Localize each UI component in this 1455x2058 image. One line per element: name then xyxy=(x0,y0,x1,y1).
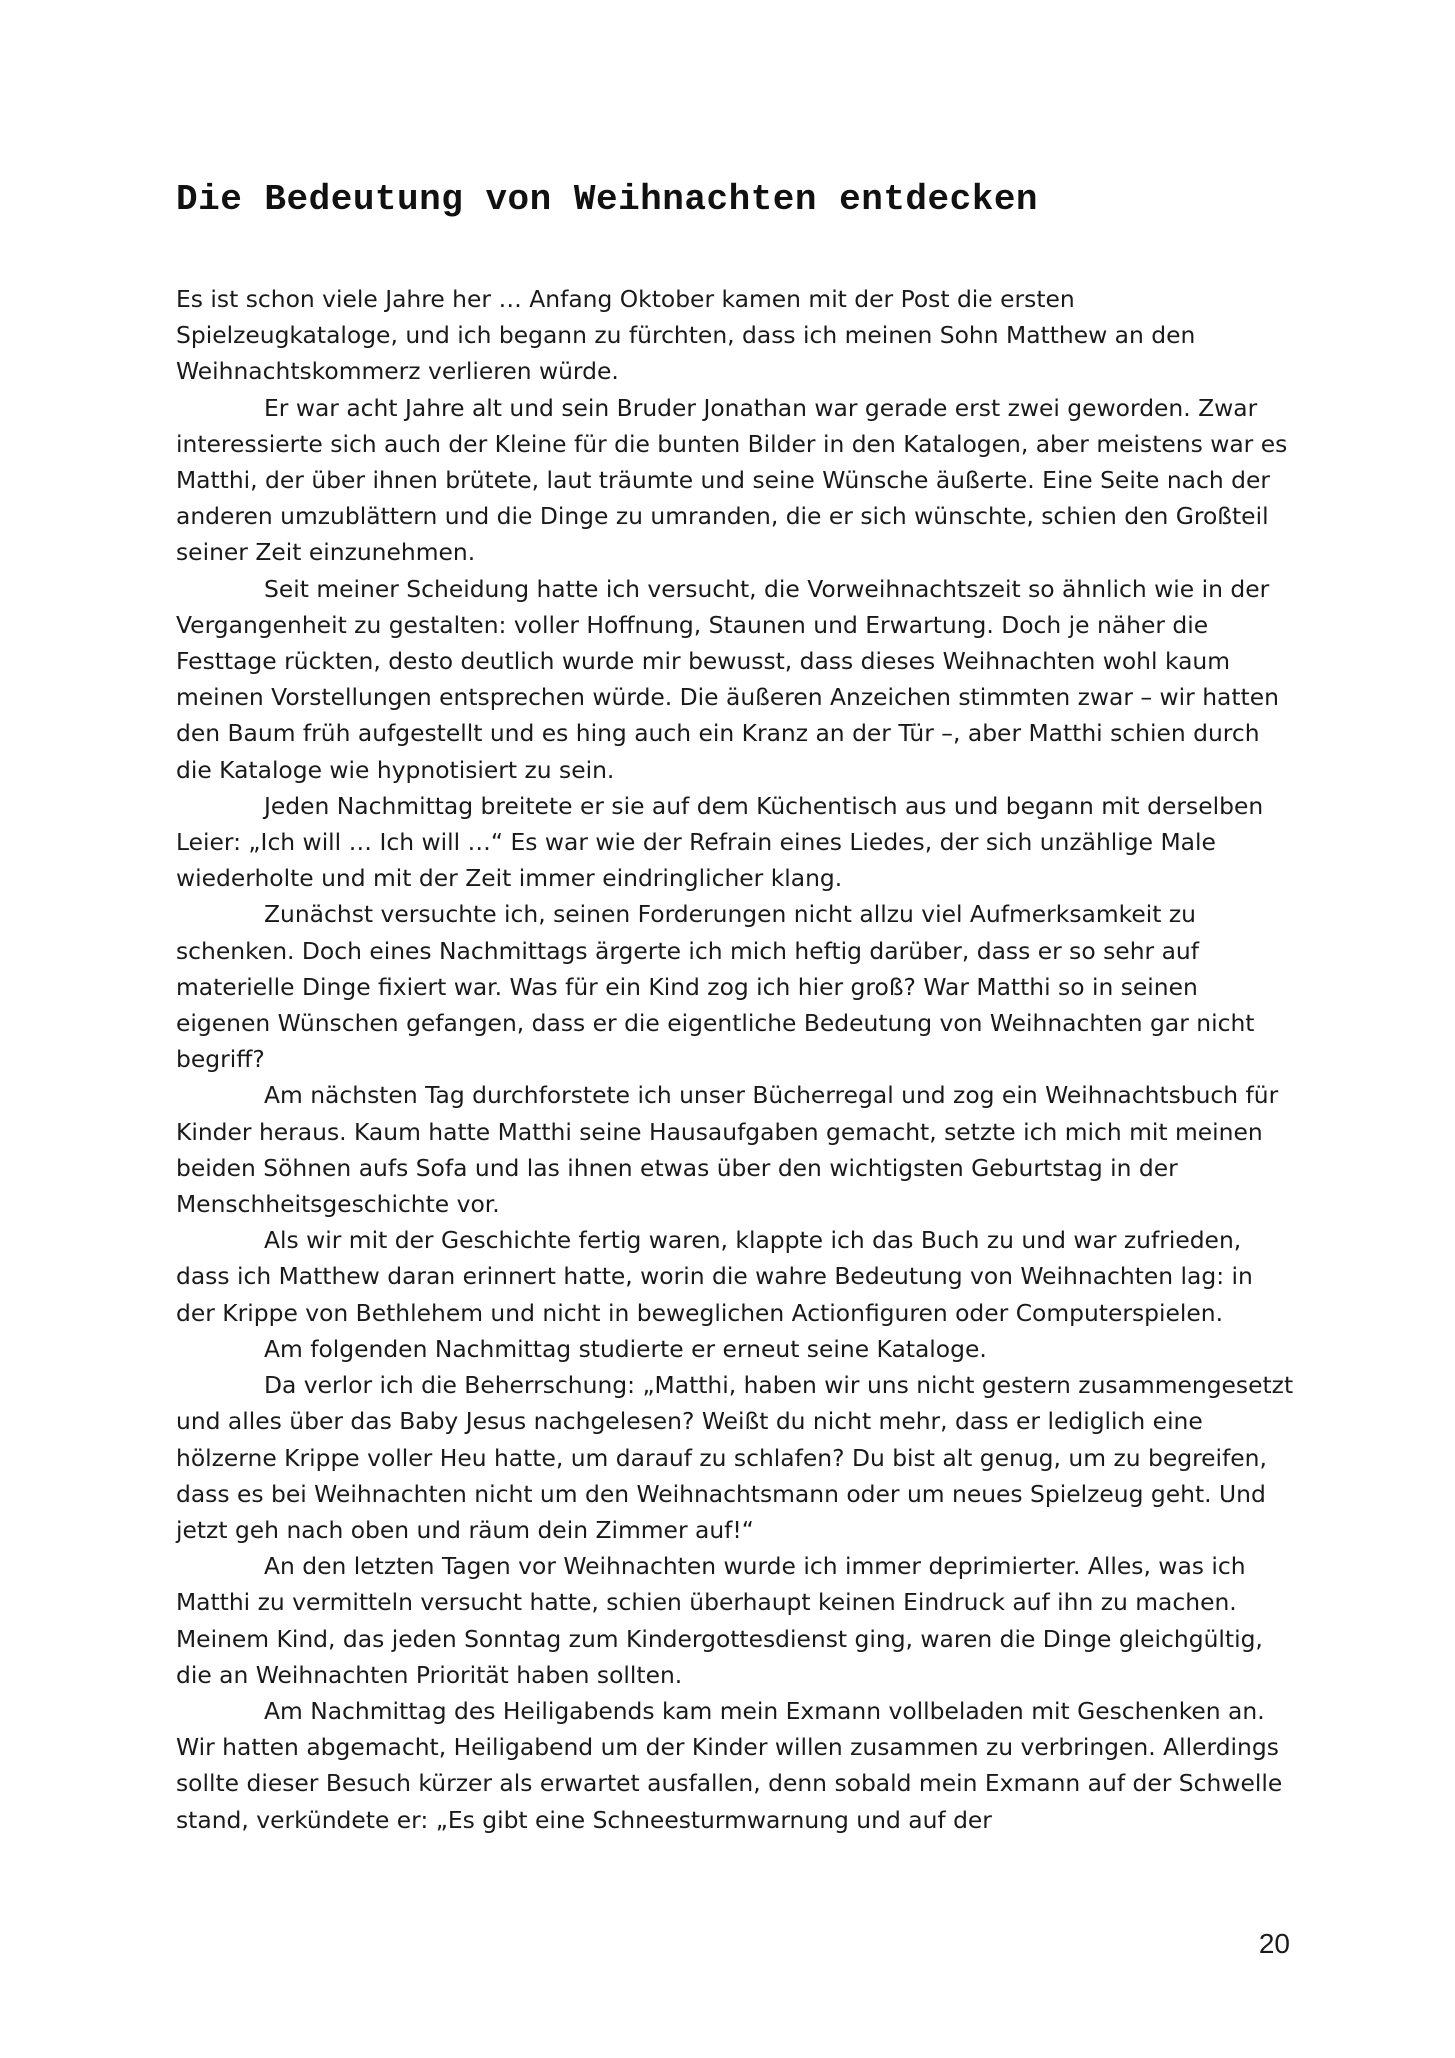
paragraph-5: Zunächst versuchte ich, seinen Forderungen nicht allzu viel Aufmerksamkeit zu schenken. Doch eines Nachmittags ärgerte ich mich heftig darüber, dass er so sehr auf materielle Dinge fixiert war. Was für ein Kind zog ich hier groß? War Matthi so in seinen eigenen Wünschen gefangen, dass er die eigentliche Bedeutung von Weihnachten gar nicht begriff? xyxy=(176,900,1255,1074)
paragraph-6: Am nächsten Tag durchforstete ich unser Bücherregal und zog ein Weihnachtsbuch für Kinder heraus. Kaum hatte Matthi seine Hausaufgaben gemacht, setzte ich mich mit meinen beiden Söhnen aufs Sofa und las ihnen etwas über den wichtigsten Geburtstag in der Menschheitsgeschichte vor. xyxy=(176,1081,1279,1219)
page-title: Die Bedeutung von Weihnachten entdecken xyxy=(176,179,1039,220)
paragraph-8: Am folgenden Nachmittag studierte er erneut seine Kataloge. xyxy=(264,1334,987,1363)
paragraph-1: Es ist schon viele Jahre her … Anfang Oktober kamen mit der Post die ersten Spielzeugkataloge, und ich begann zu fürchten, dass ich meinen Sohn Matthew an den Weihnachtskommerz verlieren würde. xyxy=(176,285,1196,386)
paragraph-3: Seit meiner Scheidung hatte ich versucht, die Vorweihnachtszeit so ähnlich wie in der Vergangenheit zu gestalten: voller Hoffnung, Staunen und Erwartung. Doch je näher die Festtage rückten, desto deutlich wurde mir bewusst, dass dieses Weihnachten wohl kaum meinen Vorstellungen entsprechen würde. Die äußeren Anzeichen stimmten zwar – wir hatten den Baum früh aufgestellt und es hing auch ein Kranz an der Tür –, aber Matthi schien durch die Kataloge wie hypnotisiert zu sein. xyxy=(176,574,1279,784)
paragraph-4: Jeden Nachmittag breitete er sie auf dem Küchentisch aus und begann mit derselben Leier: „Ich will … Ich will …“ Es war wie der Refrain eines Liedes, der sich unzählige Male wiederholte und mit der Zeit immer eindringlicher klang. xyxy=(176,791,1264,893)
paragraph-2: Er war acht Jahre alt und sein Bruder Jonathan war gerade erst zwei geworden. Zwar interessierte sich auch der Kleine für die bunten Bilder in den Katalogen, aber meistens war es Matthi, der über ihnen brütete, laut träumte und seine Wünsche äußerte. Eine Seite nach der anderen umzublättern und die Dinge zu umranden, die er sich wünschte, schien den Großteil seiner Zeit einzunehmen. xyxy=(176,393,1288,567)
page-number: 20 xyxy=(1258,1928,1290,1959)
paragraph-7: Als wir mit der Geschichte fertig waren, klappte ich das Buch zu und war zufrieden, dass ich Matthew daran erinnert hatte, worin die wahre Bedeutung von Weihnachten lag: in der Krippe von Bethlehem und nicht in beweglichen Actionfiguren oder Computerspielen. xyxy=(176,1226,1253,1327)
paragraph-10: An den letzten Tagen vor Weihnachten wurde ich immer deprimierter. Alles, was ich Matthi zu vermitteln versucht hatte, schien überhaupt keinen Eindruck auf ihn zu machen. Meinem Kind, das jeden Sonntag zum Kindergottesdienst ging, waren die Dinge gleichgültig, die an Weihnachten Priorität haben sollten. xyxy=(176,1552,1263,1689)
paragraph-9: Da verlor ich die Beherrschung: „Matthi, haben wir uns nicht gestern zusammengesetzt und alles über das Baby Jesus nachgelesen? Weißt du nicht mehr, dass er lediglich eine hölzerne Krippe voller Heu hatte, um darauf zu schlafen? Du bist alt genug, um zu begreifen, dass es bei Weihnachten nicht um den Weihnachtsmann oder um neues Spielzeug geht. Und jetzt geh nach oben und räum dein Zimmer auf!“ xyxy=(176,1371,1294,1544)
paragraph-11: Am Nachmittag des Heiligabends kam mein Exmann vollbeladen mit Geschenken an. Wir hatten abgemacht, Heiligabend um der Kinder willen zusammen zu verbringen. Allerdings sollte dieser Besuch kürzer als erwartet ausfallen, denn sobald mein Exmann auf der Schwelle stand, verkündete er: „Es gibt eine Schneesturmwarnung und auf der xyxy=(176,1696,1283,1834)
body-text xyxy=(176,281,1296,1838)
